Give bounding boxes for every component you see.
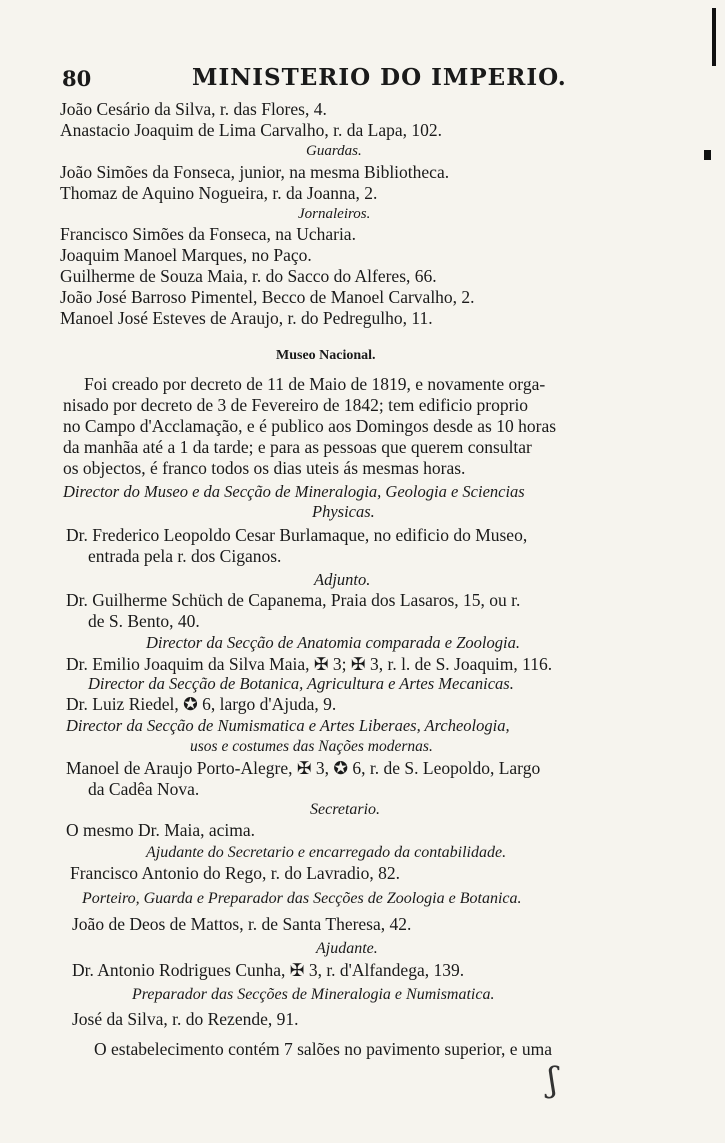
role-heading: Director do Museo e da Secção de Mineralogia, Geologia e Sciencias (63, 482, 525, 501)
role-heading: Porteiro, Guarda e Preparador das Secções de Zoologia e Botanica. (82, 890, 522, 907)
role-heading: Preparador das Secções de Mineralogia e Numismatica. (132, 986, 495, 1003)
text-line: de S. Bento, 40. (88, 611, 200, 631)
text-line: entrada pela r. dos Ciganos. (88, 546, 282, 566)
text-line: Francisco Simões da Fonseca, na Ucharia. (60, 224, 356, 244)
text-line: Dr. Frederico Leopoldo Cesar Burlamaque, no edificio do Museo, (66, 525, 528, 545)
text-line: Manoel de Araujo Porto-Alegre, ✠ 3, ✪ 6, r. de S. Leopoldo, Largo (66, 758, 541, 778)
text-line: Anastacio Joaquim de Lima Carvalho, r. da Lapa, 102. (60, 120, 442, 140)
section-label: Guardas. (306, 143, 362, 159)
text-line: Dr. Luiz Riedel, ✪ 6, largo d'Ajuda, 9. (66, 694, 337, 714)
paragraph-line: O estabelecimento contém 7 salões no pavimento superior, e uma (94, 1039, 553, 1059)
text-line: João de Deos de Mattos, r. de Santa Theresa, 42. (72, 914, 412, 934)
text-line: Joaquim Manoel Marques, no Paço. (60, 245, 312, 265)
role-heading: Director da Secção de Numismatica e Artes Liberaes, Archeologia, (66, 716, 510, 735)
page-header (62, 64, 622, 94)
margin-mark (704, 150, 711, 160)
role-heading: Director da Secção de Anatomia comparada e Zoologia. (146, 633, 520, 652)
role-heading: Secretario. (310, 801, 381, 818)
paragraph-line: no Campo d'Acclamação, e é publico aos Domingos desde as 10 horas (63, 416, 557, 436)
section-label: Jornaleiros. (298, 206, 371, 222)
text-line: José da Silva, r. do Rezende, 91. (72, 1009, 299, 1029)
text-line: O mesmo Dr. Maia, acima. (66, 820, 256, 840)
text-line: João Cesário da Silva, r. das Flores, 4. (60, 99, 327, 119)
catchword-flourish: ʃ (548, 1060, 558, 1100)
paragraph-line: nisado por decreto de 3 de Fevereiro de 1842; tem edificio proprio (63, 395, 529, 415)
text-line: da Cadêa Nova. (88, 779, 200, 799)
text-line: Thomaz de Aquino Nogueira, r. da Joanna, 2. (60, 183, 378, 203)
paragraph-line: Foi creado por decreto de 11 de Maio de 1819, e novamente orga- (84, 374, 546, 394)
paragraph-line: os objectos, é franco todos os dias uteis ás mesmas horas. (63, 458, 466, 478)
text-line: Dr. Guilherme Schüch de Capanema, Praia dos Lasaros, 15, ou r. (66, 590, 521, 610)
role-heading: Adjunto. (314, 570, 371, 589)
text-line: Francisco Antonio do Rego, r. do Lavradio, 82. (70, 863, 401, 883)
text-line: Guilherme de Souza Maia, r. do Sacco do Alferes, 66. (60, 266, 437, 286)
role-heading: Ajudante do Secretario e encarregado da contabilidade. (146, 844, 507, 861)
margin-mark (712, 8, 716, 66)
text-line: Dr. Antonio Rodrigues Cunha, ✠ 3, r. d'Alfandega, 139. (72, 960, 465, 980)
text-line: Manoel José Esteves de Araujo, r. do Pedregulho, 11. (60, 308, 433, 328)
role-heading: Physicas. (312, 502, 375, 521)
paragraph-line: da manhãa até a 1 da tarde; e para as pessoas que querem consultar (63, 437, 532, 457)
text-line: Dr. Emilio Joaquim da Silva Maia, ✠ 3; ✠ 3, r. l. de S. Joaquim, 116. (66, 654, 553, 674)
section-heading: Museo Nacional. (276, 348, 376, 363)
text-line: João Simões da Fonseca, junior, na mesma Bibliotheca. (60, 162, 450, 182)
text-line: João José Barroso Pimentel, Becco de Manoel Carvalho, 2. (60, 287, 475, 307)
role-heading: usos e costumes das Nações modernas. (190, 738, 433, 755)
page-number: 80 (62, 66, 92, 91)
role-heading: Ajudante. (316, 940, 378, 957)
running-title: MINISTERIO DO IMPERIO. (192, 64, 567, 91)
role-heading: Director da Secção de Botanica, Agricultura e Artes Mecanicas. (88, 674, 514, 693)
